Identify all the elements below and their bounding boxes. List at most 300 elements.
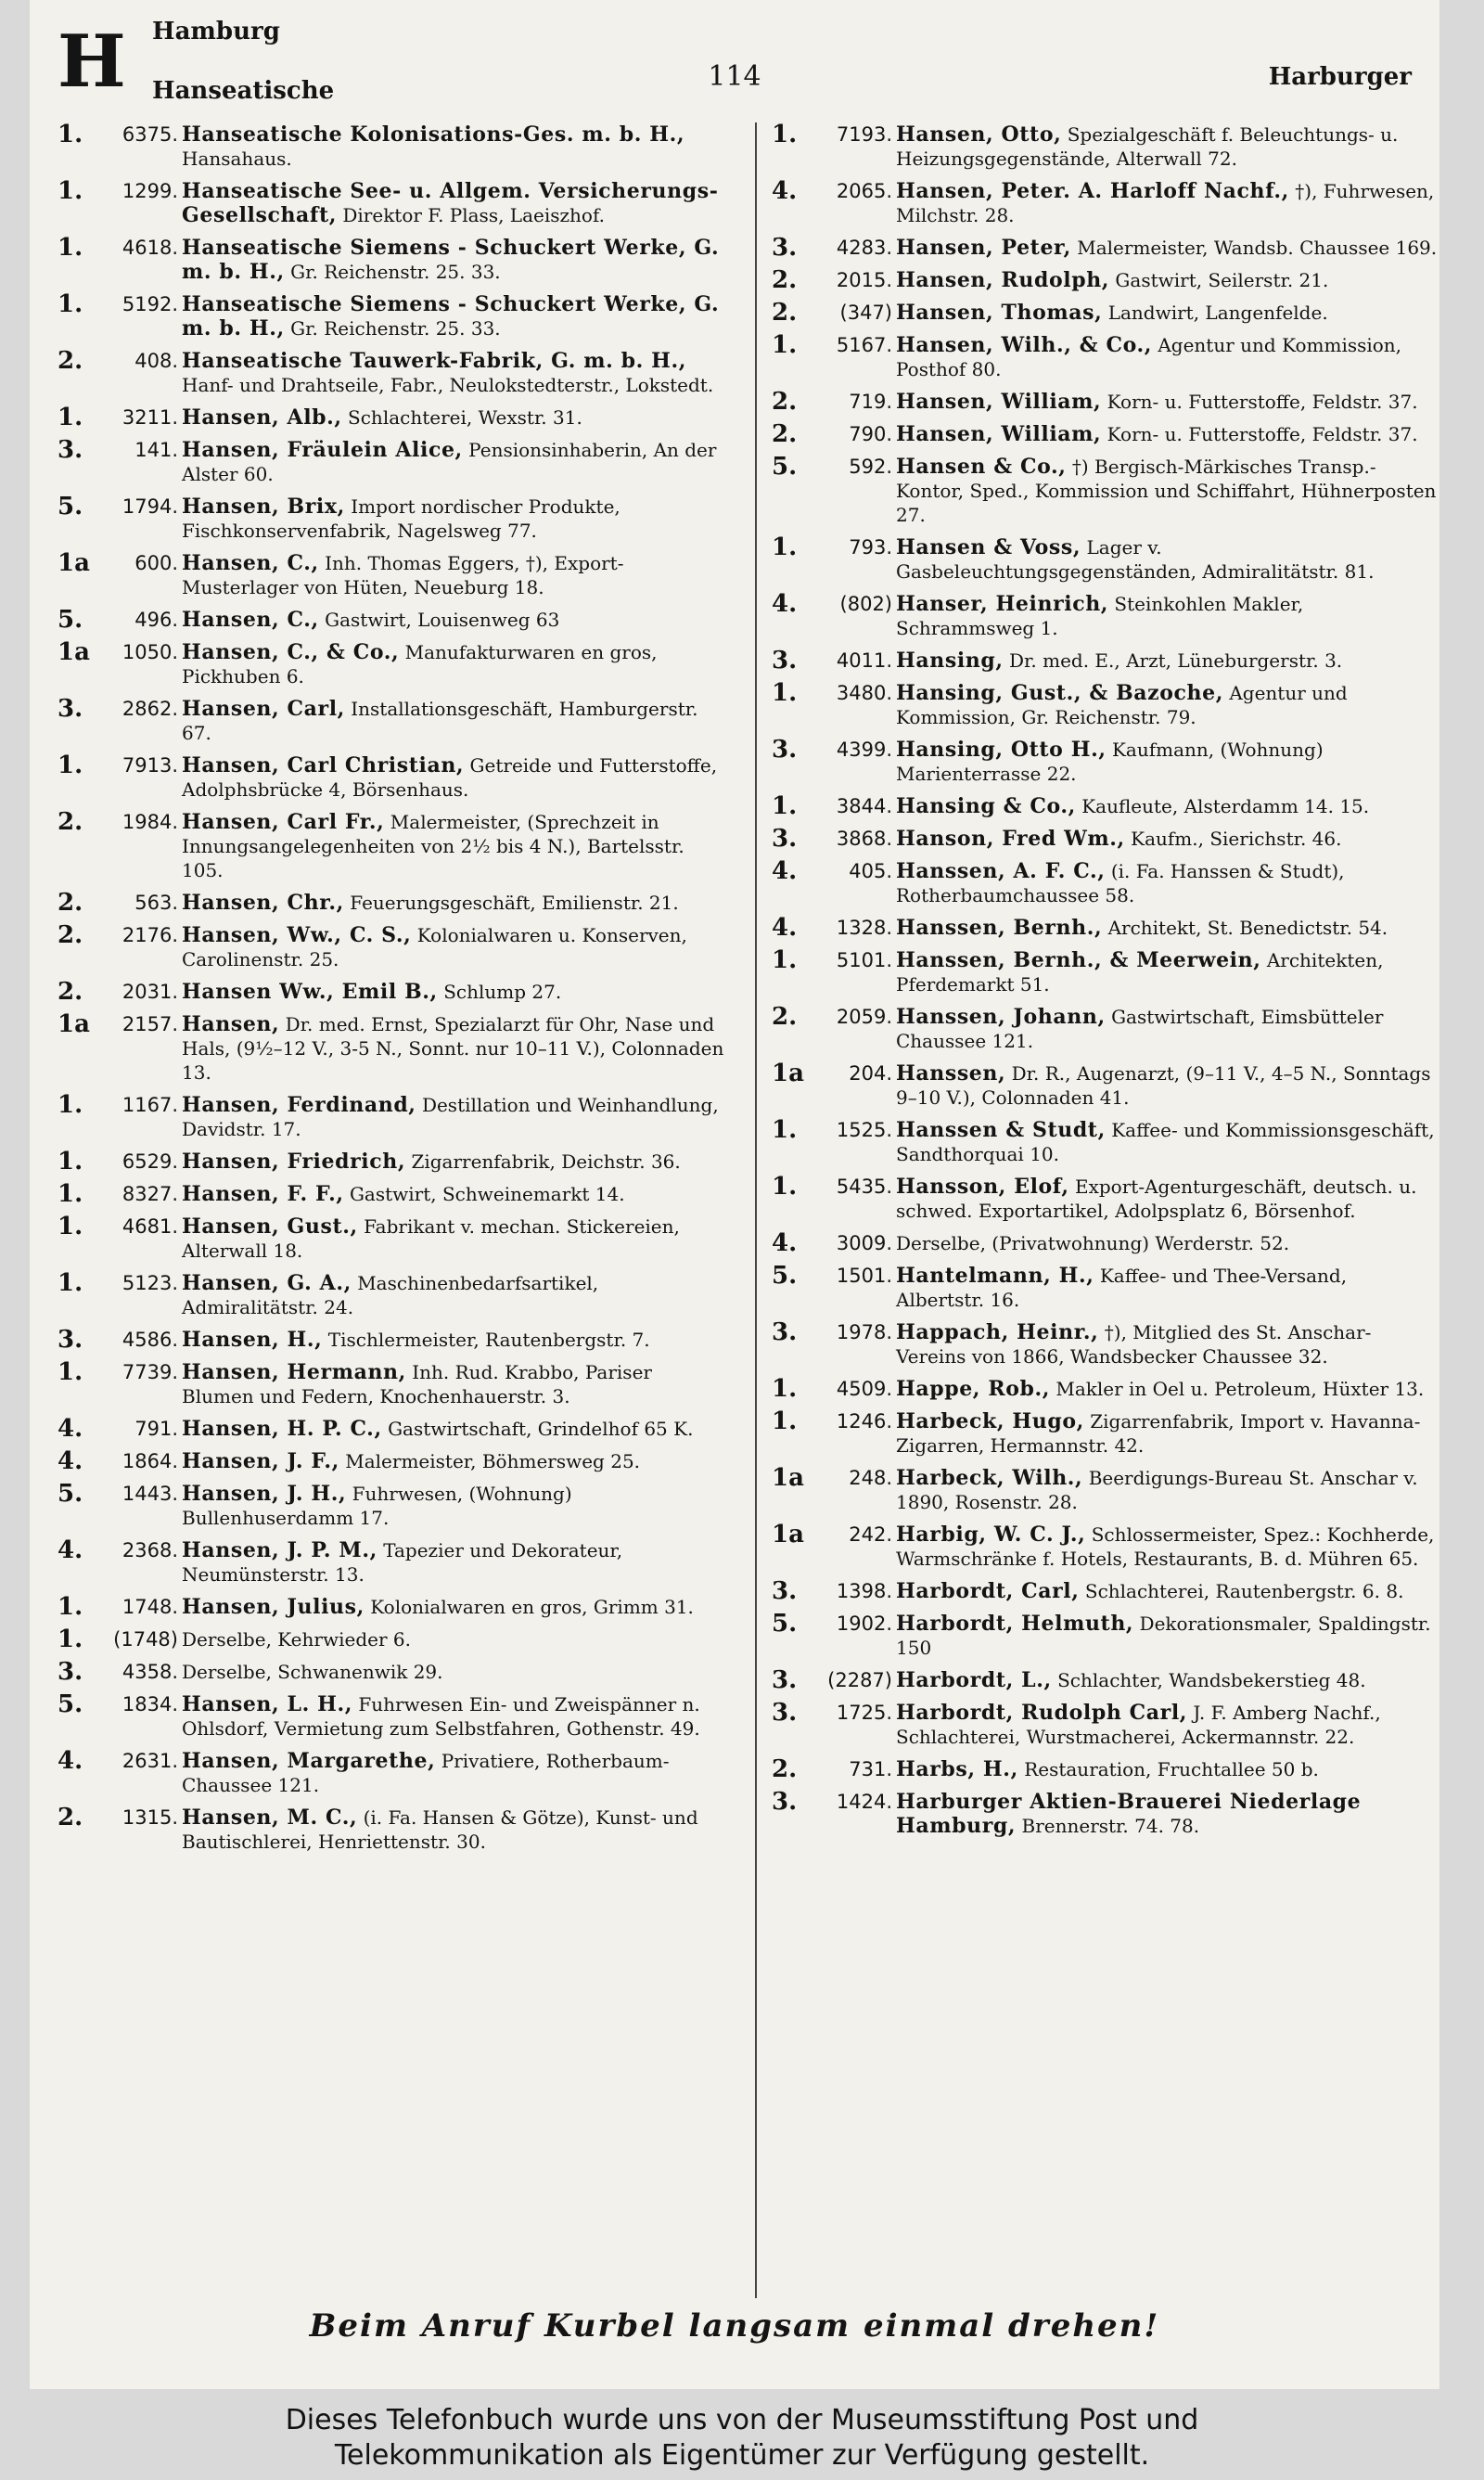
- directory-entry: [58, 923, 725, 971]
- subscriber-name: Hanson, Fred Wm.,: [896, 827, 1125, 851]
- exchange-zone: 1.: [58, 1625, 83, 1653]
- directory-entry: [772, 859, 1439, 907]
- phone-number: 2059.: [836, 1006, 892, 1028]
- subscriber-name: Hansen, Brix,: [182, 495, 345, 519]
- directory-entry: [772, 1757, 1439, 1781]
- subscriber-details: J. F. Amberg Nachf., Schlachterei, Wurstmacherei, Ackermannstr. 22.: [896, 1702, 1381, 1748]
- subscriber-details: Gr. Reichenstr. 25. 33.: [290, 261, 501, 283]
- subscriber-details: Tapezier und Dekorateur, Neumünsterstr. 13.: [182, 1539, 623, 1586]
- subscriber-name: Hansen, Hermann,: [182, 1360, 406, 1384]
- directory-entry: [58, 122, 725, 171]
- exchange-zone: 5.: [772, 1610, 798, 1638]
- subscriber-details: Direktor F. Plass, Laeiszhof.: [342, 204, 606, 226]
- directory-entry: [58, 405, 725, 430]
- exchange-zone: 1a: [772, 1464, 804, 1492]
- exchange-zone: 5.: [58, 1690, 83, 1718]
- subscriber-name: Hansen, William,: [896, 422, 1102, 446]
- subscriber-details: Import nordischer Produkte, Fischkonservenfabrik, Nagelsweg 77.: [182, 495, 620, 542]
- phone-number: 4618.: [122, 237, 178, 259]
- subscriber-name: Hanseatische Siemens - Schuckert Werke, G. m. b. H.,: [182, 236, 720, 284]
- subscriber-details: Malermeister, (Sprechzeit in Innungsangelegenheiten von 2½ bis 4 N.), Bartelsstr. 105.: [182, 811, 684, 881]
- directory-entry: [58, 753, 725, 802]
- phone-number: 791.: [134, 1418, 178, 1440]
- subscriber-details: Privatiere, Rotherbaum-Chaussee 121.: [182, 1750, 670, 1796]
- directory-entry: [58, 1595, 725, 1619]
- phone-number: 7739.: [122, 1361, 178, 1383]
- directory-entry: [772, 1320, 1439, 1368]
- phone-number: 2065.: [836, 180, 892, 202]
- exchange-zone: 4.: [58, 1447, 83, 1475]
- directory-entry: [58, 1360, 725, 1408]
- phone-number: 248.: [849, 1467, 892, 1489]
- header-right-guide: Harburger: [1268, 63, 1412, 91]
- listing-columns: [58, 121, 1438, 2294]
- exchange-zone: 1.: [58, 1593, 83, 1621]
- subscriber-name: Hanseatische Siemens - Schuckert Werke, G. m. b. H.,: [182, 292, 720, 341]
- directory-entry: [772, 1118, 1439, 1166]
- directory-entry: [772, 1264, 1439, 1312]
- exchange-zone: 3.: [772, 234, 798, 262]
- directory-entry: [58, 1449, 725, 1473]
- exchange-zone: 4.: [58, 1536, 83, 1564]
- exchange-zone: 3.: [772, 1577, 798, 1605]
- phone-number: 1328.: [836, 917, 892, 939]
- subscriber-details: Tischlermeister, Rautenbergstr. 7.: [327, 1329, 650, 1351]
- header-second-word: Hanseatische: [152, 77, 335, 105]
- phone-number: 1501.: [836, 1265, 892, 1287]
- subscriber-name: Hansing,: [896, 649, 1004, 673]
- subscriber-details: Kaffee- und Thee-Versand, Albertstr. 16.: [896, 1265, 1348, 1311]
- subscriber-name: Hansen, Margarethe,: [182, 1749, 436, 1773]
- directory-entry: [58, 640, 725, 688]
- phone-number: 3211.: [122, 406, 178, 429]
- phone-number: 1834.: [122, 1693, 178, 1715]
- exchange-zone: 2.: [772, 420, 798, 448]
- exchange-zone: 2.: [58, 978, 83, 1006]
- subscriber-name: Hansen, Otto,: [896, 122, 1062, 147]
- subscriber-details: Gastwirt, Seilerstr. 21.: [1115, 269, 1329, 291]
- subscriber-details: Fuhrwesen Ein- und Zweispänner n. Ohlsdorf, Vermietung zum Selbstfahren, Gothenstr. 49.: [182, 1693, 700, 1740]
- directory-entry: [58, 608, 725, 632]
- exchange-zone: 5.: [58, 606, 83, 634]
- directory-entry: [772, 1005, 1439, 1053]
- subscriber-name: Hansen, J. P. M.,: [182, 1538, 377, 1562]
- exchange-zone: 3.: [58, 436, 83, 464]
- phone-number: 1864.: [122, 1450, 178, 1472]
- subscriber-name: Hanssen,: [896, 1061, 1006, 1086]
- phone-number: 496.: [134, 609, 178, 631]
- exchange-zone: 1.: [58, 234, 83, 262]
- exchange-zone: 2.: [58, 808, 83, 836]
- phone-number: 6375.: [122, 123, 178, 146]
- subscriber-name: Hansen, C.,: [182, 608, 319, 632]
- credit-note: [0, 2403, 1484, 2474]
- subscriber-details: Inh. Rud. Krabbo, Pariser Blumen und Federn, Knochenhauerstr. 3.: [182, 1361, 652, 1407]
- subscriber-name: Harbordt, L.,: [896, 1668, 1052, 1692]
- subscriber-name: Hansen, L. H.,: [182, 1692, 353, 1716]
- exchange-zone: 1.: [58, 121, 83, 148]
- phone-number: 7913.: [122, 754, 178, 777]
- subscriber-name: Hansen, H.,: [182, 1328, 323, 1352]
- phone-number: 3868.: [836, 828, 892, 850]
- subscriber-name: Hansen & Co.,: [896, 455, 1067, 479]
- subscriber-details: Agentur und Kommission, Gr. Reichenstr. 79.: [896, 682, 1348, 728]
- subscriber-details: Destillation und Weinhandlung, Davidstr. 17.: [182, 1094, 719, 1140]
- directory-entry: [58, 1417, 725, 1441]
- directory-entry: [58, 1328, 725, 1352]
- exchange-zone: 3.: [772, 1788, 798, 1816]
- exchange-zone: 3.: [58, 695, 83, 723]
- exchange-zone: 4.: [772, 1229, 798, 1257]
- phone-number: 1978.: [836, 1321, 892, 1343]
- subscriber-details: Beerdigungs-Bureau St. Anschar v. 1890, Rosenstr. 28.: [896, 1467, 1418, 1513]
- exchange-zone: 5.: [772, 453, 798, 481]
- subscriber-details: †) Bergisch-Märkisches Transp.-Kontor, Sped., Kommission und Schiffahrt, Hühnerposten 27.: [896, 456, 1437, 526]
- exchange-zone: 1.: [58, 1213, 83, 1240]
- subscriber-details: Schlossermeister, Spez.: Kochherde, Warmschränke f. Hotels, Restaurants, B. d. Mühren 65.: [896, 1523, 1435, 1570]
- directory-entry: [58, 1150, 725, 1174]
- subscriber-name: Hanseatische Tauwerk-Fabrik, G. m. b. H.,: [182, 349, 687, 373]
- phone-number: 5101.: [836, 949, 892, 971]
- phone-number: 5192.: [122, 293, 178, 315]
- subscriber-name: Hansen, Alb.,: [182, 405, 342, 430]
- subscriber-details: Dr. R., Augenarzt, (9–11 V., 4–5 N., Sonntags 9–10 V.), Colonnaden 41.: [896, 1062, 1431, 1109]
- subscriber-name: Harbordt, Rudolph Carl,: [896, 1701, 1188, 1725]
- subscriber-details: Feuerungsgeschäft, Emilienstr. 21.: [350, 892, 679, 914]
- exchange-zone: 1a: [772, 1521, 804, 1548]
- subscriber-name: Harburger Aktien-Brauerei Niederlage Hamburg,: [896, 1790, 1362, 1838]
- phone-number: (2287): [827, 1669, 892, 1691]
- exchange-zone: 1.: [772, 533, 798, 561]
- subscriber-details: Dr. med. E., Arzt, Lüneburgerstr. 3.: [1008, 649, 1343, 672]
- directory-entry: [58, 179, 725, 227]
- directory-entry: [58, 1482, 725, 1530]
- phone-number: 2015.: [836, 269, 892, 291]
- column-divider: [755, 122, 757, 2298]
- phone-number: 1315.: [122, 1806, 178, 1829]
- exchange-zone: 4.: [772, 914, 798, 942]
- exchange-zone: 4.: [772, 857, 798, 885]
- subscriber-name: Hantelmann, H.,: [896, 1264, 1094, 1288]
- subscriber-name: Harbordt, Carl,: [896, 1579, 1080, 1603]
- subscriber-details: Dr. med. Ernst, Spezialarzt für Ohr, Nase und Hals, (9½–12 V., 3-5 N., Sonnt. nur 10–11 V.), Colonnaden 13.: [182, 1013, 724, 1084]
- directory-entry: [772, 1175, 1439, 1223]
- exchange-zone: 2.: [772, 299, 798, 327]
- subscriber-name: Harbig, W. C. J.,: [896, 1523, 1086, 1547]
- subscriber-details: Kaufmann, (Wohnung) Marienterrasse 22.: [896, 739, 1324, 785]
- left-column: [58, 122, 725, 1862]
- phone-number: 793.: [849, 536, 892, 559]
- phone-number: 405.: [849, 860, 892, 882]
- directory-entry: [772, 1668, 1439, 1692]
- subscriber-details: Malermeister, Böhmersweg 25.: [345, 1450, 641, 1472]
- directory-entry: [772, 738, 1439, 786]
- subscriber-name: Happe, Rob.,: [896, 1377, 1050, 1401]
- subscriber-name: Harbs, H.,: [896, 1757, 1018, 1781]
- phone-number: 4586.: [122, 1329, 178, 1351]
- subscriber-name: Hansen,: [182, 1012, 280, 1036]
- subscriber-details: Gastwirtschaft, Grindelhof 65 K.: [388, 1418, 694, 1440]
- phone-number: 1246.: [836, 1410, 892, 1433]
- directory-entry: [772, 422, 1439, 446]
- exchange-zone: 3.: [772, 736, 798, 764]
- directory-entry: [58, 980, 725, 1004]
- exchange-zone: 1.: [772, 1407, 798, 1435]
- crank-instruction-banner: Beim Anruf Kurbel langsam einmal drehen!: [309, 2307, 1160, 2345]
- exchange-zone: 1.: [58, 1148, 83, 1176]
- phone-number: 6529.: [122, 1150, 178, 1173]
- subscriber-details: Architekt, St. Benedictstr. 54.: [1107, 917, 1388, 939]
- subscriber-name: Hansen, C.,: [182, 551, 319, 575]
- phone-number: 1050.: [122, 641, 178, 663]
- subscriber-name: Hansen, Carl,: [182, 697, 345, 721]
- subscriber-details: Agentur und Kommission, Posthof 80.: [896, 334, 1402, 380]
- subscriber-details: Derselbe, Schwanenwik 29.: [182, 1661, 443, 1683]
- exchange-zone: 3.: [772, 1699, 798, 1727]
- subscriber-details: Export-Agenturgeschäft, deutsch. u. schwed. Exportartikel, Adolpsplatz 6, Börsenhof.: [896, 1176, 1417, 1222]
- subscriber-details: Schlump 27.: [443, 981, 562, 1003]
- exchange-zone: 1.: [772, 792, 798, 820]
- exchange-zone: 1.: [772, 121, 798, 148]
- subscriber-name: Hanssen, Johann,: [896, 1005, 1106, 1029]
- phone-number: 3844.: [836, 795, 892, 817]
- subscriber-name: Hansen & Voss,: [896, 535, 1081, 559]
- exchange-zone: 4.: [772, 177, 798, 205]
- directory-page: [30, 0, 1439, 2389]
- subscriber-details: Lager v. Gasbeleuchtungsgegenständen, Admiralitätstr. 81.: [896, 536, 1375, 583]
- exchange-zone: 1.: [58, 752, 83, 779]
- directory-entry: [772, 333, 1439, 381]
- subscriber-details: Brennerstr. 74. 78.: [1021, 1815, 1200, 1837]
- subscriber-name: Hansen, Ww., C. S.,: [182, 923, 412, 947]
- subscriber-details: Hansahaus.: [182, 148, 292, 170]
- exchange-zone: 1.: [772, 1173, 798, 1201]
- subscriber-name: Harbeck, Hugo,: [896, 1409, 1084, 1433]
- subscriber-name: Hansing & Co.,: [896, 794, 1076, 818]
- credit-line-1: Dieses Telefonbuch wurde uns von der Museumsstiftung Post und: [285, 2404, 1199, 2436]
- subscriber-name: Hansing, Otto H.,: [896, 738, 1107, 762]
- exchange-zone: 3.: [772, 647, 798, 675]
- directory-entry: [772, 948, 1439, 996]
- exchange-zone: 3.: [58, 1326, 83, 1354]
- directory-entry: [772, 268, 1439, 292]
- directory-entry: [772, 1231, 1439, 1255]
- subscriber-details: Kaufm., Sierichstr. 46.: [1131, 828, 1342, 850]
- phone-number: 5435.: [836, 1176, 892, 1198]
- directory-entry: [772, 122, 1439, 171]
- phone-number: 2157.: [122, 1013, 178, 1035]
- subscriber-name: Hansen, C., & Co.,: [182, 640, 400, 664]
- exchange-zone: 5.: [58, 1480, 83, 1508]
- directory-entry: [772, 179, 1439, 227]
- subscriber-name: Hanssen, A. F. C.,: [896, 859, 1106, 883]
- subscriber-name: Hansen, F. F.,: [182, 1182, 344, 1206]
- phone-number: 4283.: [836, 237, 892, 259]
- directory-entry: [772, 649, 1439, 673]
- subscriber-details: Kolonialwaren u. Konserven, Carolinenstr. 25.: [182, 924, 687, 970]
- phone-number: 1299.: [122, 180, 178, 202]
- subscriber-details: (i. Fa. Hansen & Götze), Kunst- und Bautischlerei, Henriettenstr. 30.: [182, 1806, 698, 1853]
- directory-entry: [772, 1612, 1439, 1660]
- exchange-zone: 5.: [58, 493, 83, 520]
- phone-number: 4011.: [836, 649, 892, 672]
- directory-entry: [772, 455, 1439, 527]
- subscriber-name: Harbordt, Helmuth,: [896, 1612, 1134, 1636]
- subscriber-details: Schlachterei, Rautenbergstr. 6. 8.: [1084, 1580, 1404, 1602]
- directory-entry: [58, 1692, 725, 1741]
- phone-number: 4681.: [122, 1215, 178, 1238]
- directory-entry: [58, 1093, 725, 1141]
- phone-number: 1902.: [836, 1613, 892, 1635]
- subscriber-details: Schlachterei, Wexstr. 31.: [348, 406, 582, 429]
- subscriber-details: Steinkohlen Makler, Schrammsweg 1.: [896, 593, 1304, 639]
- exchange-zone: 1.: [772, 1375, 798, 1403]
- phone-number: 1167.: [122, 1094, 178, 1116]
- phone-number: 2862.: [122, 698, 178, 720]
- phone-number: 1424.: [836, 1791, 892, 1813]
- exchange-zone: 1.: [58, 290, 83, 318]
- exchange-zone: 1.: [58, 404, 83, 431]
- directory-entry: [58, 891, 725, 915]
- phone-number: 141.: [134, 439, 178, 461]
- subscriber-details: Getreide und Futterstoffe, Adolphsbrücke 4, Börsenhaus.: [182, 754, 718, 801]
- subscriber-name: Harbeck, Wilh.,: [896, 1466, 1083, 1490]
- exchange-zone: 3.: [772, 1666, 798, 1694]
- subscriber-details: Kaffee- und Kommissionsgeschäft, Sandthorquai 10.: [896, 1119, 1435, 1165]
- subscriber-name: Hansen, Peter,: [896, 236, 1071, 260]
- directory-entry: [58, 810, 725, 882]
- directory-entry: [58, 1271, 725, 1319]
- subscriber-details: Hanf- und Drahtseile, Fabr., Neulokstedterstr., Lokstedt.: [182, 374, 714, 396]
- phone-number: 1794.: [122, 495, 178, 518]
- header-left-guide: [152, 19, 334, 104]
- directory-entry: [58, 1214, 725, 1263]
- exchange-zone: 1a: [58, 549, 90, 577]
- directory-entry: [58, 1660, 725, 1684]
- subscriber-details: Makler in Oel u. Petroleum, Hüxter 13.: [1055, 1378, 1425, 1400]
- subscriber-name: Hansen, Peter. A. Harloff Nachf.,: [896, 179, 1289, 203]
- phone-number: (1748): [113, 1628, 178, 1651]
- subscriber-name: Hansen, Ferdinand,: [182, 1093, 416, 1117]
- phone-number: (347): [839, 302, 892, 324]
- page-header: [58, 19, 1412, 107]
- subscriber-name: Hansen, Wilh., & Co.,: [896, 333, 1152, 357]
- subscriber-details: Gr. Reichenstr. 25. 33.: [290, 317, 501, 340]
- directory-entry: [58, 292, 725, 341]
- phone-number: 4399.: [836, 739, 892, 761]
- subscriber-name: Hansen, M. C.,: [182, 1805, 358, 1830]
- subscriber-name: Hansen Ww., Emil B.,: [182, 980, 438, 1004]
- phone-number: 592.: [849, 456, 892, 478]
- directory-entry: [58, 349, 725, 397]
- phone-number: 5167.: [836, 334, 892, 356]
- directory-entry: [772, 916, 1439, 940]
- exchange-zone: 4.: [58, 1415, 83, 1443]
- subscriber-details: Schlachter, Wandsbekerstieg 48.: [1057, 1669, 1366, 1691]
- right-column: [772, 122, 1439, 1846]
- page-number: 114: [708, 60, 761, 93]
- exchange-zone: 2.: [58, 921, 83, 949]
- directory-entry: [58, 236, 725, 284]
- subscriber-name: Hansen, Fräulein Alice,: [182, 438, 463, 462]
- directory-entry: [772, 301, 1439, 325]
- section-letter: H: [58, 19, 126, 104]
- exchange-zone: 5.: [772, 1262, 798, 1290]
- subscriber-details: †), Mitglied des St. Anschar-Vereins von 1866, Wandsbecker Chaussee 32.: [896, 1321, 1372, 1368]
- phone-number: 563.: [134, 892, 178, 914]
- phone-number: 7193.: [836, 123, 892, 146]
- phone-number: 204.: [849, 1062, 892, 1085]
- directory-entry: [58, 1182, 725, 1206]
- phone-number: 600.: [134, 552, 178, 574]
- subscriber-details: Fuhrwesen, (Wohnung) Bullenhuserdamm 17.: [182, 1483, 572, 1529]
- exchange-zone: 1.: [772, 1116, 798, 1144]
- exchange-zone: 1.: [58, 1269, 83, 1297]
- exchange-zone: 2.: [58, 347, 83, 375]
- phone-number: 242.: [849, 1523, 892, 1546]
- exchange-zone: 1.: [58, 1091, 83, 1119]
- directory-entry: [772, 390, 1439, 414]
- exchange-zone: 1.: [772, 946, 798, 974]
- subscriber-details: Korn- u. Futterstoffe, Feldstr. 37.: [1107, 423, 1418, 445]
- directory-entry: [58, 551, 725, 599]
- subscriber-details: Gastwirtschaft, Eimsbütteler Chaussee 121.: [896, 1006, 1384, 1052]
- subscriber-name: Hansen, Carl Fr.,: [182, 810, 385, 834]
- exchange-zone: 3.: [58, 1658, 83, 1686]
- phone-number: 1398.: [836, 1580, 892, 1602]
- subscriber-details: Zigarrenfabrik, Deichstr. 36.: [411, 1150, 681, 1173]
- directory-entry: [772, 592, 1439, 640]
- exchange-zone: 1.: [772, 679, 798, 707]
- header-first-word: Hamburg: [152, 18, 280, 45]
- credit-line-2: Telekommunikation als Eigentümer zur Verfügung gestellt.: [334, 2439, 1150, 2472]
- phone-number: 1725.: [836, 1702, 892, 1724]
- subscriber-details: Derselbe, (Privatwohnung) Werderstr. 52.: [896, 1232, 1290, 1254]
- subscriber-details: Pensionsinhaberin, An der Alster 60.: [182, 439, 717, 485]
- subscriber-name: Hanssen, Bernh., & Meerwein,: [896, 948, 1261, 972]
- subscriber-name: Hansen, G. A.,: [182, 1271, 352, 1295]
- subscriber-details: Gastwirt, Louisenweg 63: [325, 609, 560, 631]
- directory-entry: [58, 1538, 725, 1587]
- subscriber-name: Hansen, Thomas,: [896, 301, 1103, 325]
- subscriber-details: Inh. Thomas Eggers, †), Export-Musterlager von Hüten, Neueburg 18.: [182, 552, 624, 598]
- directory-entry: [58, 495, 725, 543]
- phone-number: 2176.: [122, 924, 178, 946]
- directory-entry: [772, 1377, 1439, 1401]
- subscriber-details: Kaufleute, Alsterdamm 14. 15.: [1081, 795, 1370, 817]
- exchange-zone: 2.: [772, 266, 798, 294]
- exchange-zone: 1.: [58, 1180, 83, 1208]
- directory-entry: [58, 1012, 725, 1085]
- subscriber-details: Maschinenbedarfsartikel, Admiralitätstr. 24.: [182, 1272, 599, 1318]
- exchange-zone: 1.: [58, 177, 83, 205]
- subscriber-details: Kolonialwaren en gros, Grimm 31.: [370, 1596, 694, 1618]
- subscriber-name: Hansen, J. F.,: [182, 1449, 339, 1473]
- exchange-zone: 3.: [772, 825, 798, 853]
- directory-entry: [772, 1466, 1439, 1514]
- subscriber-details: Restauration, Fruchtallee 50 b.: [1024, 1758, 1319, 1780]
- phone-number: 1984.: [122, 811, 178, 833]
- exchange-zone: 2.: [772, 1003, 798, 1031]
- exchange-zone: 1.: [772, 331, 798, 359]
- subscriber-details: Architekten, Pferdemarkt 51.: [896, 949, 1384, 996]
- phone-number: 1525.: [836, 1119, 892, 1141]
- phone-number: 719.: [849, 391, 892, 413]
- directory-entry: [58, 1627, 725, 1651]
- exchange-zone: 2.: [772, 388, 798, 416]
- exchange-zone: 1a: [772, 1060, 804, 1087]
- phone-number: 2368.: [122, 1539, 178, 1561]
